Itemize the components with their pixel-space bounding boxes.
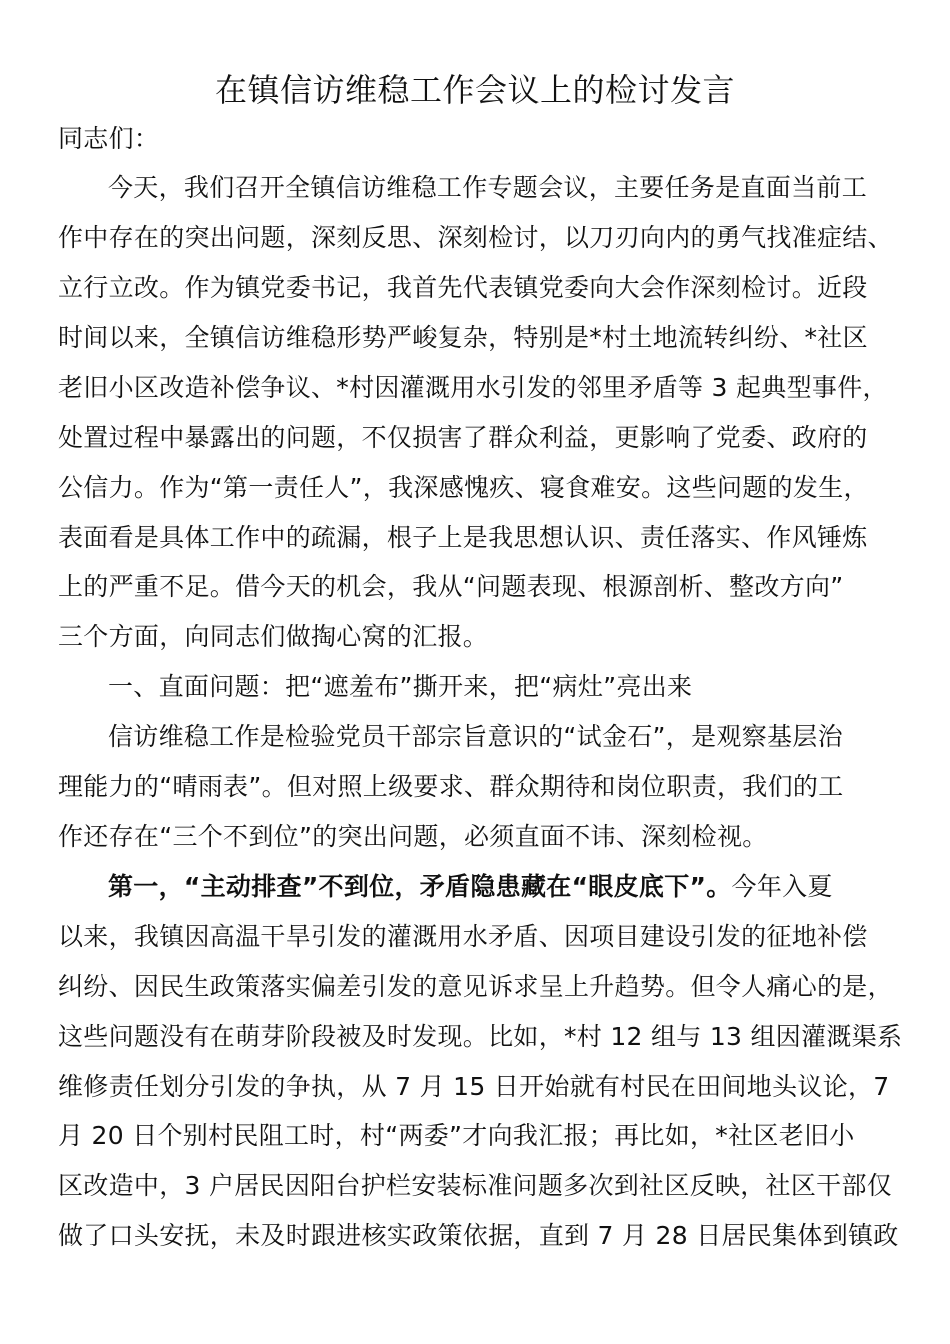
paragraph-line: 时间以来，全镇信访维稳形势严峻复杂，特别是*村土地流转纠纷、*社区 xyxy=(58,323,868,352)
section-heading: 一、直面问题：把“遮羞布”撕开来，把“病灶”亮出来 xyxy=(108,672,693,701)
paragraph-line xyxy=(108,870,833,904)
paragraph-line: 立行立改。作为镇党委书记，我首先代表镇党委向大会作深刻检讨。近段 xyxy=(58,273,868,302)
bold-lead-sentence: 第一，“主动排查”不到位，矛盾隐患藏在“眼皮底下”。 xyxy=(108,872,732,901)
paragraph-line: 以来，我镇因高温干旱引发的灌溉用水矛盾、因项目建设引发的征地补偿 xyxy=(58,922,868,951)
salutation: 同志们： xyxy=(58,124,160,153)
paragraph-line: 这些问题没有在萌芽阶段被及时发现。比如，*村 12 组与 13 组因灌溉渠系 xyxy=(58,1022,903,1051)
paragraph-line: 处置过程中暴露出的问题，不仅损害了群众利益，更影响了党委、政府的 xyxy=(58,423,868,452)
paragraph-line: 上的严重不足。借今天的机会，我从“问题表现、根源剖析、整改方向” xyxy=(58,572,844,601)
paragraph-text: 今年入夏 xyxy=(731,872,833,901)
paragraph-line: 作还存在“三个不到位”的突出问题，必须直面不讳、深刻检视。 xyxy=(58,822,768,851)
paragraph-line: 信访维稳工作是检验党员干部宗旨意识的“试金石”，是观察基层治 xyxy=(108,722,843,751)
paragraph-line: 表面看是具体工作中的疏漏，根子上是我思想认识、责任落实、作风锤炼 xyxy=(58,523,868,552)
paragraph-line: 理能力的“晴雨表”。但对照上级要求、群众期待和岗位职责，我们的工 xyxy=(58,772,844,801)
paragraph-line: 区改造中，3 户居民因阳台护栏安装标准问题多次到社区反映，社区干部仅 xyxy=(58,1171,893,1200)
paragraph-line: 公信力。作为“第一责任人”，我深感愧疚、寝食难安。这些问题的发生， xyxy=(58,473,869,502)
paragraph-line: 纠纷、因民生政策落实偏差引发的意见诉求呈上升趋势。但令人痛心的是， xyxy=(58,972,893,1001)
paragraph-line: 老旧小区改造补偿争议、*村因灌溉用水引发的邻里矛盾等 3 起典型事件， xyxy=(58,373,888,402)
document-title: 在镇信访维稳工作会议上的检讨发言 xyxy=(214,71,735,109)
paragraph-line: 今天，我们召开全镇信访维稳工作专题会议，主要任务是直面当前工 xyxy=(108,173,868,202)
paragraph-line: 三个方面，向同志们做掏心窝的汇报。 xyxy=(58,622,489,651)
paragraph-line: 维修责任划分引发的争执，从 7 月 15 日开始就有村民在田间地头议论，7 xyxy=(58,1072,890,1101)
paragraph-line: 作中存在的突出问题，深刻反思、深刻检讨，以刀刃向内的勇气找准症结、 xyxy=(58,223,893,252)
paragraph-line: 月 20 日个别村民阻工时，村“两委”才向我汇报；再比如，*社区老旧小 xyxy=(58,1121,855,1150)
paragraph-line: 做了口头安抚，未及时跟进核实政策依据，直到 7 月 28 日居民集体到镇政 xyxy=(58,1221,899,1250)
